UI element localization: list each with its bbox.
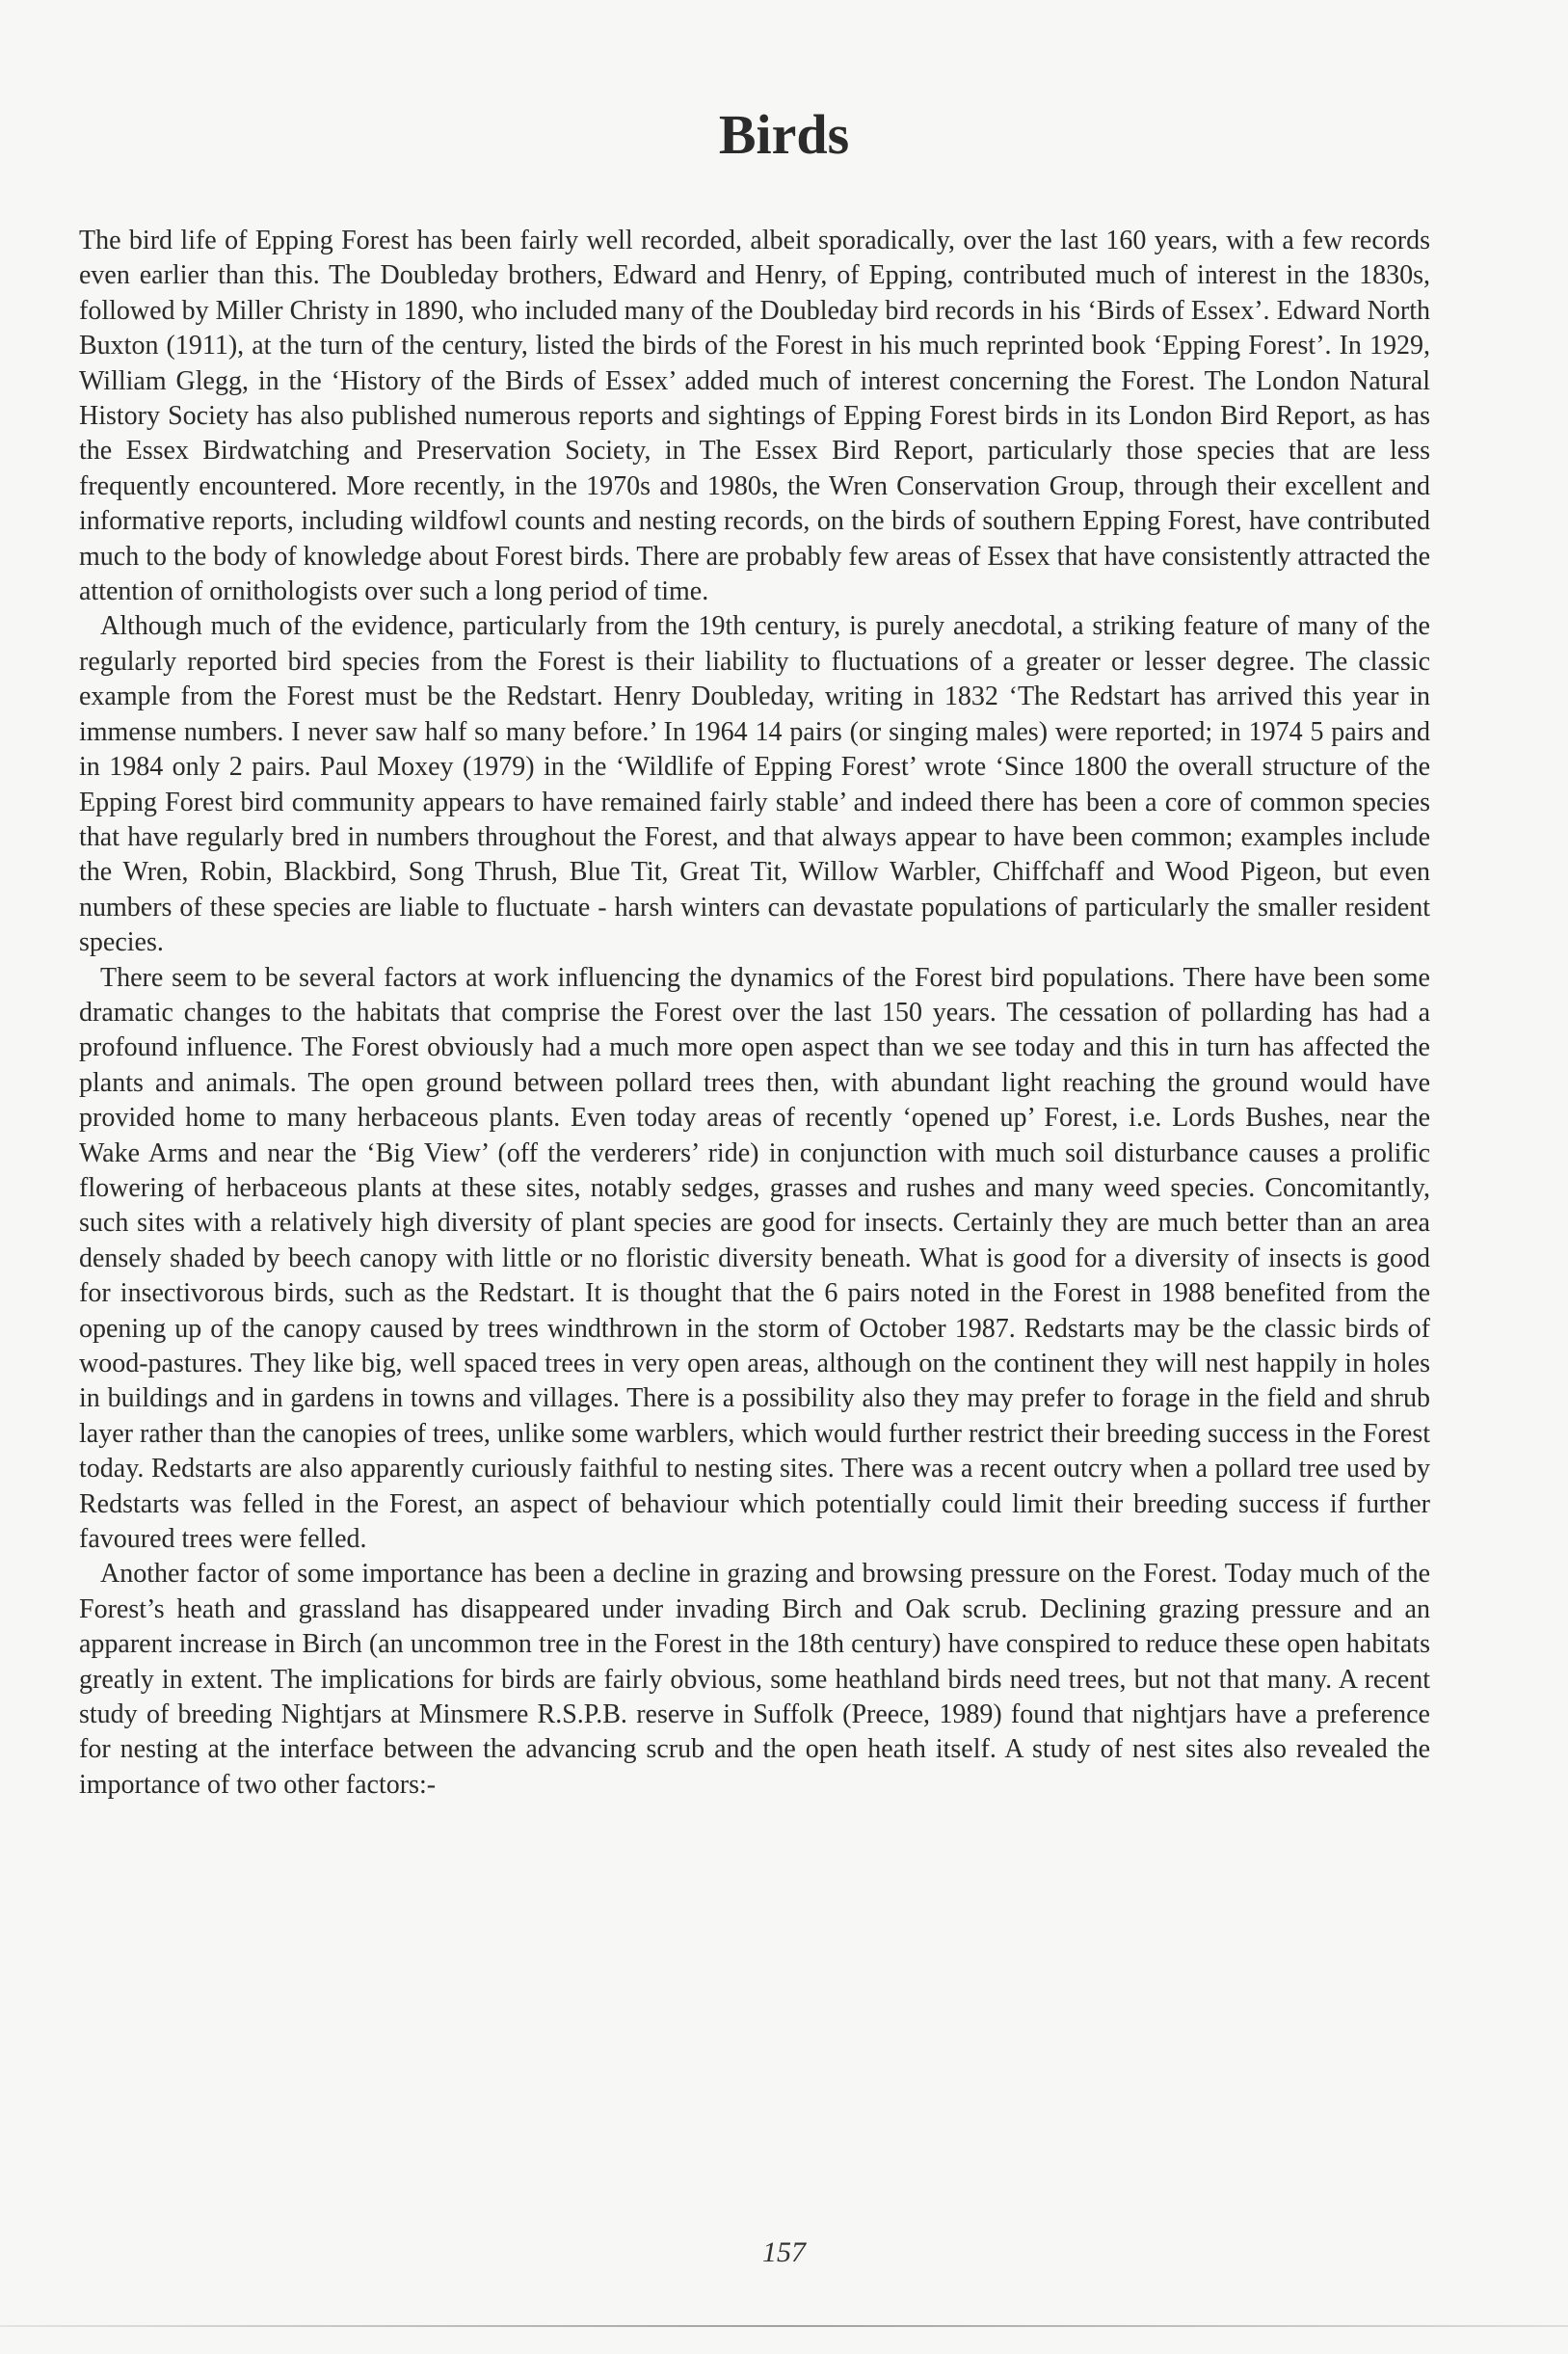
page-number: 157 — [762, 2236, 806, 2268]
article-body — [79, 224, 1430, 1803]
page-title: Birds — [718, 103, 850, 166]
paragraph-2: Although much of the evidence, particularly from the 19th century, is purely anecdotal, a striking feature of many of the regularly reported bird species from the Forest is their liability to fluctuations of a greater or lesser degree. The classic example from the Forest must be the Redstart. Henry Doubleday, writing in 1832 ‘The Redstart has arrived this year in immense numbers. I never saw half so many before.’ In 1964 14 pairs (or singing males) were reported; in 1974 5 pairs and in 1984 only 2 pairs. Paul Moxey (1979) in the ‘Wildlife of Epping Forest’ wrote ‘Since 1800 the overall structure of the Epping Forest bird community appears to have remained fairly stable’ and indeed there has been a core of common species that have regularly bred in numbers throughout the Forest, and that always appear to have been common; examples include the Wren, Robin, Blackbird, Song Thrush, Blue Tit, Great Tit, Willow Warbler, Chiffchaff and Wood Pigeon, but even numbers of these species are liable to fluctuate - harsh winters can devastate populations of particularly the smaller resident species. — [79, 611, 1430, 958]
scan-edge-line — [0, 2325, 1568, 2327]
paragraph-4: Another factor of some importance has been a decline in grazing and browsing pressure on the Forest. Today much of the Forest’s heath and grassland has disappeared under invading Birch and Oak scrub. Declining grazing pressure and an apparent increase in Birch (an uncommon tree in the Forest in the 18th century) have conspired to reduce these open habitats greatly in extent. The implications for birds are fairly obvious, some heathland birds need trees, but not that many. A recent study of breeding Nightjars at Minsmere R.S.P.B. reserve in Suffolk (Preece, 1989) found that nightjars have a preference for nesting at the interface between the advancing scrub and the open heath itself. A study of nest sites also revealed the importance of two other factors:- — [79, 1559, 1430, 1800]
paragraph-3: There seem to be several factors at work influencing the dynamics of the Forest bird populations. There have been some dramatic changes to the habitats that comprise the Forest over the last 150 years. The cessation of pollarding has had a profound influence. The Forest obviously had a much more open aspect than we see today and this in turn has affected the plants and animals. The open ground between pollard trees then, with abundant light reaching the ground would have provided home to many herbaceous plants. Even today areas of recently ‘opened up’ Forest, i.e. Lords Bushes, near the Wake Arms and near the ‘Big View’ (off the verderers’ ride) in conjunction with much soil disturbance causes a prolific flowering of herbaceous plants at these sites, notably sedges, grasses and rushes and many weed species. Concomitantly, such sites with a relatively high diversity of plant species are good for insects. Certainly they are much better than an area densely shaded by beech canopy with little or no floristic diversity beneath. What is good for a diversity of insects is good for insectivorous birds, such as the Redstart. It is thought that the 6 pairs noted in the Forest in 1988 benefited from the opening up of the canopy caused by trees windthrown in the storm of October 1987. Redstarts may be the classic birds of wood-pastures. They like big, well spaced trees in very open areas, although on the continent they will nest happily in holes in buildings and in gardens in towns and villages. There is a possibility also they may prefer to forage in the field and shrub layer rather than the canopies of trees, unlike some warblers, which would further restrict their breeding success in the Forest today. Redstarts are also apparently curiously faithful to nesting sites. There was a recent outcry when a pollard tree used by Redstarts was felled in the Forest, an aspect of behaviour which potentially could limit their breeding success if further favoured trees were felled. — [79, 962, 1430, 1555]
paragraph-1: The bird life of Epping Forest has been fairly well recorded, albeit sporadically, over the last 160 years, with a few records even earlier than this. The Doubleday brothers, Edward and Henry, of Epping, contributed much of interest in the 1830s, followed by Miller Christy in 1890, who included many of the Doubleday bird records in his ‘Birds of Essex’. Edward North Buxton (1911), at the turn of the century, listed the birds of the Forest in his much reprinted book ‘Epping Forest’. In 1929, William Glegg, in the ‘History of the Birds of Essex’ added much of interest concerning the Forest. The London Natural History Society has also published numerous reports and sightings of Epping Forest birds in its London Bird Report, as has the Essex Birdwatching and Preservation Society, in The Essex Bird Report, particularly those species that are less frequently encountered. More recently, in the 1970s and 1980s, the Wren Conservation Group, through their excellent and informative reports, including wildfowl counts and nesting records, on the birds of southern Epping Forest, have contributed much to the body of knowledge about Forest birds. There are probably few areas of Essex that have consistently attracted the attention of ornithologists over such a long period of time. — [79, 226, 1430, 607]
